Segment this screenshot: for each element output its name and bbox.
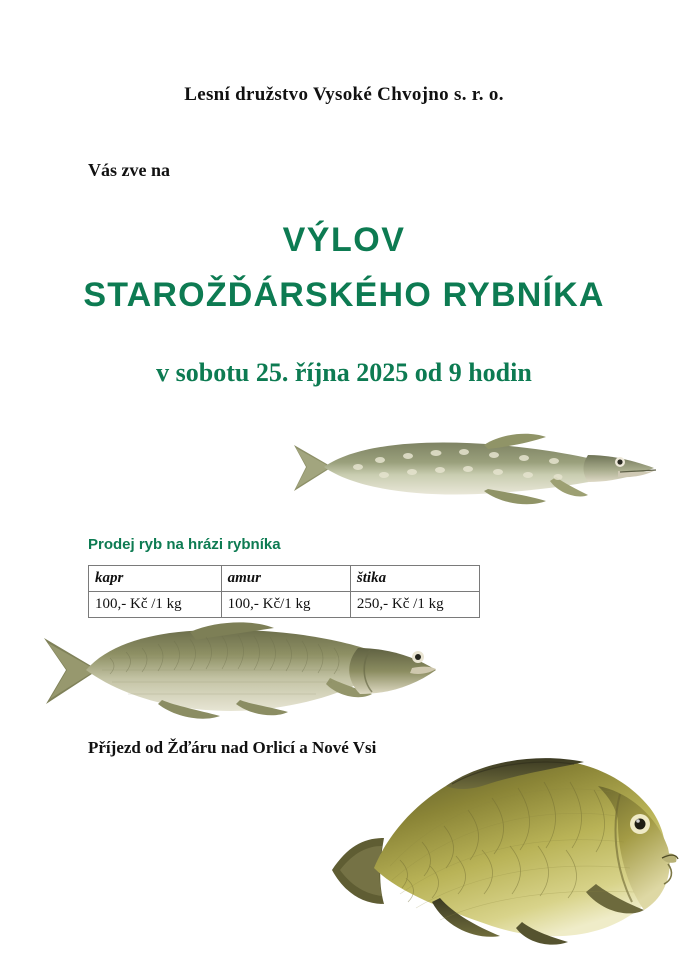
species-cell-stika: štika (350, 566, 479, 592)
species-cell-kapr: kapr (89, 566, 222, 592)
price-cell-amur: 100,- Kč/1 kg (221, 592, 350, 618)
price-cell-kapr: 100,- Kč /1 kg (89, 592, 222, 618)
organization-title: Lesní družstvo Vysoké Chvojno s. r. o. (184, 84, 504, 105)
grass-carp-photo (40, 612, 440, 730)
invitation-text: Vás zve na (88, 160, 170, 180)
carp-photo (330, 742, 680, 952)
table-row-species (89, 566, 480, 592)
event-date-time: v sobotu 25. října 2025 od 9 hodin (156, 358, 532, 387)
sale-heading: Prodej ryb na hrázi rybníka (88, 536, 281, 553)
event-headline-primary: VÝLOV (282, 221, 406, 259)
pike-photo (288, 415, 660, 520)
arrival-directions: Příjezd od Žďáru nad Orlicí a Nové Vsi (88, 738, 377, 757)
species-cell-amur: amur (221, 566, 350, 592)
event-headline-secondary: STAROŽĎÁRSKÉHO RYBNÍKA (83, 276, 605, 314)
price-cell-stika: 250,- Kč /1 kg (350, 592, 479, 618)
price-table (88, 565, 480, 618)
